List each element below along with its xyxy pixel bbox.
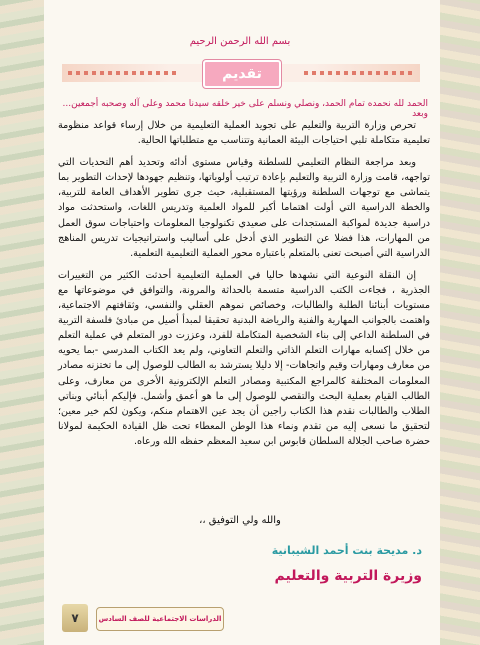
signature-name: د. مديحة بنت أحمد الشيبانية <box>271 544 422 557</box>
paragraph-3: إن النقلة النوعية التي نشهدها حاليا في العملية التعليمية أحدثت الكثير من التغييرات الجذرية ، فجاءت الكتب الدراسية متسمة بالحداثة والمرونة، والتوافق في موضوعاتها مع مستويات أبنائنا الطلبة والطالبات، وخصائص نموهم العقلي والنفسي، وثقافتهم الاجتماعية، واهتمت بالجوانب المهارية والفنية والرياضة البدنية تحقيقا لمبدأ أصيل من مبادئ فلسفة التربية في السلطنة الداعي إلى بناء الشخصية المتكاملة للفرد، وعززت دور المتعلم في عملية التعلم من خلال إكسابه مهارات التعلم الذاتي والتعلم التعاوني، ولم يعد الكتاب المدرسي -بما يحويه من معارف ومهارات وقيم واتجاهات- إلا دليلا يسترشد به الطالب للوصول إلى ما تختزنه مصادر المعلومات المختلفة كالمراجع المكتبية ومصادر التعلم الإلكترونية الأخرى من معارف، وعلى الطالب القيام بعملية البحث والتقصي للوصول إلى ما هو أعمق وأشمل. فإليكم أبنائي وبناتي الطلاب والطالبات نقدم هذا الكتاب راجين أن يجد عين الاهتمام منكم، ويكون لكم خير معين؛ لتحقيق ما نسعى إليه من تقدم ونماء هذا الوطن المعطاء تحت ظل القيادة الحكيمة لمولانا حضرة صاحب الجلالة السلطان قابوس ابن سعيد المعظم حفظه الله ورعاه. <box>58 269 430 447</box>
decorative-border-right <box>440 0 480 645</box>
ornament-dots-left <box>68 71 178 75</box>
page-number: ٧ <box>62 604 88 632</box>
closing-line: والله ولي التوفيق ،، <box>199 515 281 526</box>
decorative-border-left <box>0 0 44 645</box>
ornament-dots-right <box>304 71 414 75</box>
paragraph-2: وبعد مراجعة النظام التعليمي للسلطنة وقياس مستوى أدائه وتحديد أهم التحديات التي تواجهه، قامت وزارة التربية والتعليم بإعادة ترتيب أولوياتها، وتنظيم جهودها لإحداث التطوير بما يتماشى مع توجهات السلطنة ورؤيتها المستقبلية، حيث جرى تطوير الأهداف العامة للتربية، والخطة الدراسية التي أولت اهتماما أكبر للمواد العلمية وتدريس اللغات، واستحدثت مواد دراسية جديدة لمواكبة المستجدات على صعيدي تكنولوجيا المعلومات واحتياجات سوق العمل من المهارات، هذا فضلا عن التطوير الذي أدخل على أساليب واستراتيجيات تدريس المناهج الدراسية التي أصبحت تعنى بالمتعلم باعتباره محور العملية التعليمية التعلمية. <box>58 157 430 259</box>
intro-line: الحمد لله نحمده تمام الحمد، ونصلي ونسلم على خير خلقه سيدنا محمد وعلى آله وصحبه أجمعين... وبعد <box>62 99 428 119</box>
footer-book-title: الدراسات الاجتماعية للصف السادس <box>96 607 224 631</box>
paragraph-1: تحرص وزارة التربية والتعليم على تجويد العملية التعليمية من خلال إرساء قواعد منظومة تعليمية متكاملة تلبي احتياجات البيئة العمانية وتتناسب مع متطلباتها الحالية. <box>58 120 430 147</box>
body-text <box>58 118 430 456</box>
bismillah-heading: بسم الله الرحمن الرحيم <box>189 36 291 47</box>
page-title: تقديم <box>203 60 281 88</box>
signature-ministry: وزيرة التربية والتعليم <box>274 568 422 584</box>
